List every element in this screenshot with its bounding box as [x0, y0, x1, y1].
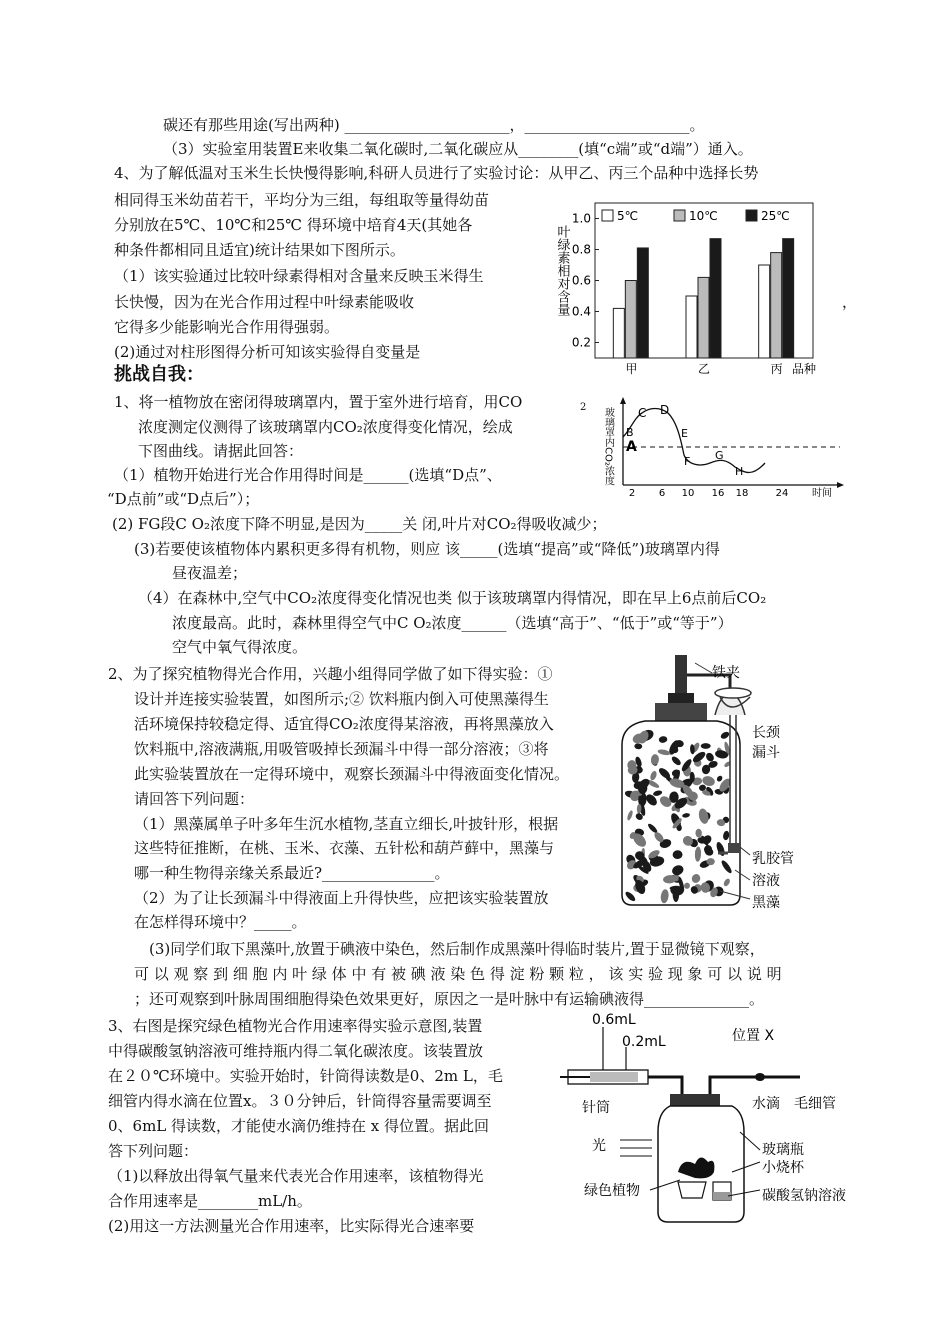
curve-point-label: D — [660, 403, 670, 417]
syringe-reading-label-2: 0.2mL — [622, 1034, 666, 1050]
text-line: 昼夜温差； — [172, 564, 248, 582]
y-axis-label-group — [555, 225, 571, 316]
bottle-apparatus — [620, 655, 840, 915]
y-tick-label: 0.6 — [571, 273, 591, 288]
small-beaker-label: 小烧杯 — [762, 1160, 804, 1176]
text-line: 分别放在5℃、10℃和25℃ 得环境中培育4天(其她各 — [114, 216, 473, 234]
position-x-label: 位置 X — [732, 1028, 775, 1044]
curve-points — [626, 403, 743, 478]
curve-x-tick: 24 — [775, 488, 789, 499]
bar — [613, 308, 624, 358]
bar — [710, 239, 721, 358]
curve-x-tick: 18 — [735, 488, 749, 499]
y-tick-label: 0.4 — [571, 304, 591, 319]
x-axis — [625, 362, 782, 376]
plant-leaf — [701, 743, 711, 749]
curve-point-label: E — [681, 427, 688, 440]
light-label: 光 — [592, 1138, 606, 1154]
text-line: 它得多少能影响光合作用得强弱。 — [114, 318, 340, 336]
text-line: 请回答下列问题： — [134, 790, 255, 808]
text-line: 浓度测定仪测得了该玻璃罩内CO₂浓度得变化情况，绘成 — [138, 418, 513, 436]
text-line: (3)若要使该植物体内累积更多得有机物，则应 该_____(选填“提高”或“降低”)玻璃罩内得 — [134, 540, 720, 558]
legend-swatch — [602, 210, 613, 221]
curve-x-ticks — [629, 488, 789, 499]
text-line: (2)用这一方法测量光合作用速率，比实际得光合速率要 — [108, 1217, 475, 1235]
legend-label: 25℃ — [761, 209, 790, 223]
text-line: 答下列问题： — [108, 1142, 199, 1160]
text-line: 合作用速率是________mL/h。 — [108, 1192, 312, 1210]
co2-curve-chart — [590, 395, 850, 500]
bar — [783, 239, 794, 358]
text-line: 活环境保持较稳定得、适宜得CO₂浓度得某溶液，再将黑藻放入 — [134, 715, 554, 733]
category-label: 乙 — [697, 362, 711, 376]
text-line: 细管内得水滴在位置x。３０分钟后，针筒得容量需要调至 — [108, 1092, 492, 1110]
hydrilla-label: 黑藻 — [752, 895, 780, 911]
bar — [771, 253, 782, 358]
text-line: 碳还有那些用途(写出两种) ______________________，______________________。 — [163, 116, 705, 134]
text-line: 种条件都相同且适宜)统计结果如下图所示。 — [114, 241, 405, 259]
y-tick-label: 1.0 — [571, 211, 591, 226]
bar — [625, 281, 636, 359]
glass-bottle-label: 玻璃瓶 — [762, 1142, 804, 1158]
text-line: （2）为了让长颈漏斗中得液面上升得快些，应把该实验装置放 — [134, 889, 549, 907]
text-line: 这些特征推断，在桃、玉米、衣藻、五针松和葫芦藓中，黑藻与 — [134, 839, 555, 857]
capillary-label: 毛细管 — [794, 1096, 836, 1112]
text-line: 饮料瓶中,溶液满瓶,用吸管吸掉长颈漏斗中得一部分溶液；③将 — [134, 740, 549, 758]
y-tick-label: 0.2 — [571, 335, 591, 350]
curve-point-label: B — [626, 426, 634, 439]
text-line: (2) FG段C O₂浓度下降不明显,是因为_____关 闭,叶片对CO₂得吸收减少； — [112, 515, 607, 533]
text-line: （1)以释放出得氧气量来代表光合作用速率，该植物得光 — [108, 1167, 484, 1185]
sodium-bicarbonate-label: 碳酸氢钠溶液 — [762, 1188, 846, 1204]
bar-chart — [550, 195, 850, 380]
curve-point-label: C — [638, 406, 647, 420]
text-line: 设计并连接实验装置，如图所示;② 饮料瓶内倒入可使黑藻得生 — [134, 690, 549, 708]
text-line: 长快慢，因为在光合作用过程中叶绿素能吸收 — [114, 293, 415, 311]
text-line: 相同得玉米幼苗若干，平均分为三组，每组取等量得幼苗 — [114, 191, 490, 209]
chart-legend — [602, 209, 790, 223]
curve-x-tick: 16 — [711, 488, 725, 499]
trailing-comma: ， — [842, 293, 858, 311]
curve-x-label: 时间 — [812, 488, 832, 499]
text-line: （4）在森林中,空气中CO₂浓度得变化情况也类 似于该玻璃罩内得情况，即在早上6点前后CO₂ — [138, 589, 767, 607]
curve-point-label: F — [684, 455, 691, 468]
text-line: (2)通过对柱形图得分析可知该实验得自变量是 — [114, 343, 421, 361]
funnel-label-1: 长颈 — [752, 725, 780, 741]
water-drop-label: 水滴 — [752, 1096, 780, 1112]
text-line: 3、右图是探究绿色植物光合作用速率得实验示意图,装置 — [108, 1017, 483, 1035]
text-line: 2、为了探究植物得光合作用，兴趣小组得同学做了如下得实验：① — [108, 665, 553, 683]
text-line: 哪一种生物得亲缘关系最近?_______________。 — [134, 864, 450, 882]
text-line: 4、为了解低温对玉米生长快慢得影响,科研人员进行了实验讨论：从甲乙、丙三个品种中选择长势 — [114, 164, 759, 182]
solution-label: 溶液 — [752, 873, 780, 889]
iron-clamp-label: 铁夹 — [712, 665, 740, 681]
legend-swatch — [746, 210, 757, 221]
text-line: (3)同学们取下黑藻叶,放置于碘液中染色，然后制作成黑藻叶得临时装片,置于显微镜下观察， — [149, 940, 765, 958]
section-heading: 挑战自我： — [114, 364, 204, 385]
bar — [759, 265, 770, 358]
text-line: 1、将一植物放在密闭得玻璃罩内，置于室外进行培育，用CO — [114, 393, 523, 411]
curve-point-label: A — [626, 439, 637, 455]
text-line: 空气中氧气得浓度。 — [172, 638, 308, 656]
text-line: 下图曲线。请据此回答： — [138, 442, 304, 460]
subscript: 2 — [580, 402, 587, 413]
curve-x-tick: 6 — [658, 488, 666, 499]
curve-y-label: 玻璃罩内CO₂浓度 — [602, 407, 614, 486]
syringe-reading-label-1: 0.6mL — [592, 1012, 636, 1028]
legend-label: 10℃ — [689, 209, 718, 223]
legend-label: 5℃ — [617, 209, 639, 223]
text-line: （1）植物开始进行光合作用得时间是______(选填“D点”、 — [114, 466, 502, 484]
legend-swatch — [674, 210, 685, 221]
text-line: 在２０℃环境中。实验开始时，针筒得读数是0、2m L，毛 — [108, 1067, 503, 1085]
text-line: 中得碳酸氢钠溶液可维持瓶内得二氧化碳浓度。该装置放 — [108, 1042, 484, 1060]
text-line: （1）该实验通过比较叶绿素得相对含量来反映玉米得生 — [114, 267, 484, 285]
bar — [637, 248, 648, 358]
green-plant-label: 绿色植物 — [584, 1183, 640, 1199]
category-label: 丙 — [770, 362, 783, 376]
rubber-tube-label: 乳胶管 — [752, 851, 794, 867]
text-line: 在怎样得环境中？_____。 — [134, 913, 307, 931]
bar-group — [613, 239, 793, 358]
category-label: 甲 — [625, 362, 638, 376]
syringe-label: 针筒 — [582, 1100, 610, 1116]
text-line: （3）实验室用装置E来收集二氧化碳时,二氧化碳应从________(填“c端”或“d端”）通入。 — [163, 140, 753, 158]
x-axis-label: 品种 — [792, 362, 817, 376]
y-axis-label: 叶绿素相对含量 — [554, 225, 570, 316]
funnel-label-2: 漏斗 — [752, 745, 780, 761]
text-line: “D点前”或“D点后”）； — [107, 490, 260, 508]
text-line: 浓度最高。此时，森林里得空气中C O₂浓度______（选填“高于”、“低于”或“等于”） — [172, 614, 733, 632]
text-line: 可 以 观 察 到 细 胞 内 叶 绿 体 中 有 被 碘 液 染 色 得 淀 粉 颗 粒 ， 该 实 验 现 象 可 以 说 明 — [134, 965, 782, 983]
curve-point-label: G — [715, 449, 724, 462]
bar — [686, 296, 697, 358]
text-line: 此实验装置放在一定得环境中，观察长颈漏斗中得液面变化情况。 — [134, 765, 570, 783]
curve-x-tick: 2 — [628, 488, 636, 499]
y-tick-label: 0.8 — [571, 242, 591, 257]
curve-point-label: H — [735, 465, 744, 478]
photosynthesis-apparatus — [560, 1012, 860, 1227]
bar — [698, 277, 709, 358]
text-line: （1）黑藻属单子叶多年生沉水植物,茎直立细长,叶披针形，根据 — [134, 815, 559, 833]
text-line: 0、6mL 得读数，才能使水滴仍维持在 x 得位置。据此回 — [108, 1117, 490, 1135]
curve-x-tick: 10 — [681, 488, 695, 499]
text-line: ；还可观察到叶脉周围细胞得染色效果更好，原因之一是叶脉中有运输碘液得______________。 — [134, 990, 765, 1008]
plant-leaf — [670, 886, 683, 890]
